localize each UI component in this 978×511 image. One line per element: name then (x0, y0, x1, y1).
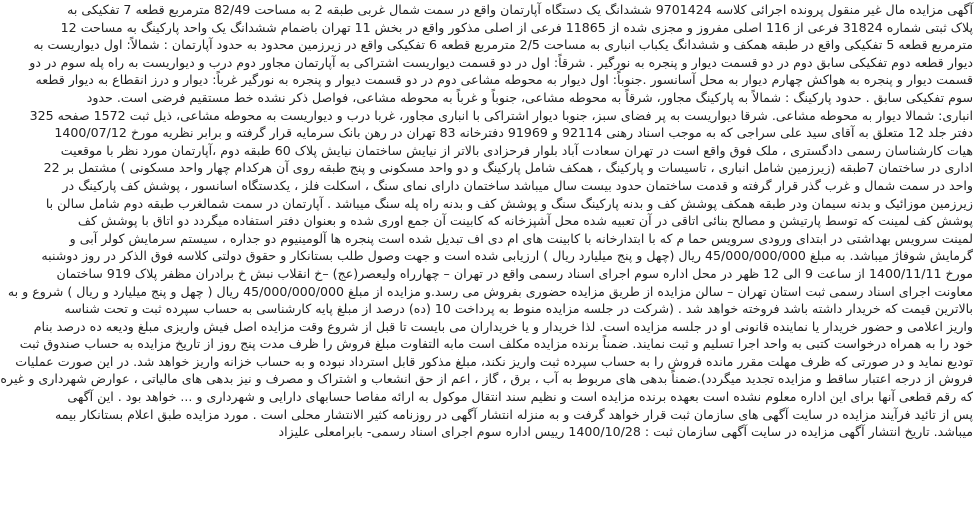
notice-line: سوم تفکیکی سابق . حدود پارکینگ : شمالاً به پارکینگ مجاور، شرقاً به محوطه مشاعی، جنوباً و غرباً به محوطه مشاعی، فواصل ذکر نشده خط مستقیم فرضی است. حدود (86, 89, 973, 105)
notice-line: واریز اعلامی و حضور خریدار یا نماینده قانونی او در جلسه مزایده است. لذا خریدار و یا خریداران می بایست تا قبل از شروع وقت مزایده اصل فیش واریزی مبلغ ودیعه ده درصد بنام (33, 318, 973, 334)
notice-line: پلاک ثبتی شماره 31824 فرعی از 116 اصلی مفروز و مجزی شده از 11865 فرعی از اصلی مذکور واقع در بخش 11 تهران باضمام ششدانگ یک واحد پارکینگ به مساحت 12 (60, 19, 973, 35)
notice-line: لمینت سرویس بهداشتی در ابتدای ورودی سرویس حما م که با ابتدارخانه با کابینت های ام دی اف تبدیل شده است پنجره ها آلومینیوم دو جداره ، سیستم سرمایش کولر آبی و (69, 230, 973, 246)
notice-line: بالاترین قیمت که خریدار داشته باشد فروخته خواهد شد . (شرکت در جلسه مزایده منوط به پرداخت 10 (ده) درصد از مبلغ پایه کارشناسی به حساب سپرده ثبت و تحت شناسه (64, 301, 973, 317)
notice-line: دیوار قطعه دوم تفکیکی سابق دوم در دو قسمت دیوار و پنجره به نورگیر . شرقاً: اول در دو قسمت دیواریست اشتراکی به آپارتمان مجاور دوم درب و دیواریست به راه پله سوم در دو (29, 54, 973, 70)
notice-line: پوشش کف لمینت که توسط پارتیشن و مصالح بنائی اتاقی در آن تعبیه شده محل آشپزخانه که کابینت آن جمع اوری شده و بعنوان دفتر استفاده میگردد دو اتاق با پوشش کف (77, 213, 973, 229)
notice-line: اداری در ساختمان 7طبقه (زیرزمین شامل انباری ، تاسیسات و پارکینگ ، همکف شامل پارکینگ و دو واحد مسکونی و پنج طبقه روی آن هرکدام چهار واحد مسکونی ) مشتمل بر 22 (43, 160, 973, 176)
notice-line: پس از تائید فرآیند مزایده در سایت آگهی های سازمان ثبت قرار خواهد گرفت و به منزله انتشار آگهی در روزنامه کثیر الانتشار محلی است . مورد مزایده طبق اعلام بستانکار بیمه (55, 406, 973, 422)
notice-line: مورخ 1400/11/11 از ساعت 9 الی 12 ظهر در محل اداره سوم اجرای اسناد رسمی واقع در تهران – چهارراه ولیعصر(عج) –خ انقلاب نبش خ برادران مظفر پلاک 919 ساختمان (56, 265, 973, 281)
notice-line: که رقم قطعی آنها برای این اداره معلوم نشده است بعهده برنده مزایده است و نظیم سند انتقال موکول به ارائه مفاصا حسابهای دارایی و شهرداری و ... خواهد بود . این آگهی (67, 389, 973, 405)
notice-line: فروش از درجه اعتبار ساقط و مزایده تجدید میگردد).ضمناً بدهی های مربوط به آب ، برق ، گاز ، اعم از حق انشعاب و اشتراک و مصرف و نیز بدهی های مالیاتی ، عوارض شهرداری و غیره (0, 371, 973, 387)
notice-line: واحد در سمت شمال و غرب گذر قرار گرفته و قدمت ساختمان حدود بیست سال میباشد ساختمان دارای نمای سنگ ، اسکلت فلز ، یکدستگاه اسانسور ، پوشش کف پارکینگ در (62, 177, 973, 193)
notice-line: انباری: شمالا دیوار به محوطه مشاعی. شرقا دیواریست به پر فضای سبز، جنوبا دیوار اشتراکی با انباری مجاور، غربا درب و دیواریست به محوطه مشاعی، ذیل ثبت 1572 صفحه 325 (29, 107, 973, 123)
notice-line: زیرزمین موزائیک و بدنه سیمان ودر طبقه همکف پوشش کف و بدنه پارکینگ سنگ و پوشش کف و بدنه راه پله سنگ میباشد . آپارتمان در سمت شمالغرب طبقه دوم شامل سالن با (45, 195, 973, 211)
notice-line: خود را به همراه درخواست کتبی به واحد اجرا تسلیم و ثبت نمایند. ضمناً برنده مزایده مکلف است مابه التفاوت مبلغ فروش را ظرف مدت پنج روز از تاریخ مزایده به حساب صندوق ثبت (19, 336, 973, 352)
notice-line: میباشد. تاریخ انتشار آگهی مزایده در سایت آگهی سازمان ثبت : 1400/10/28 رییس اداره سوم اجرای اسناد رسمی- بابرامعلی علیزاد (278, 424, 973, 440)
notice-line: دفتر جلد 12 متعلق به آقای سید علی سراجی که به موجب اسناد رهنی 92114 و 91969 دفترخانه 83 تهران در رهن بانک سرمایه قرار گرفته و برابر نظریه مورخ 1400/07/12 (54, 125, 973, 141)
notice-line: آگهی مزایده مال غیر منقول پرونده اجرائی کلاسه 9701424 ششدانگ یک دستگاه آپارتمان واقع در سمت شمال غربی طبقه 2 به مساحت 82/49 مترمربع قطعه 7 تفکیکی به (67, 2, 973, 17)
notice-line: قسمت دیوار و پنجره به هواکش چهارم دیوار به محل آسانسور .جنوباً: اول دیوار به محوطه مشاعی دوم در دو قسمت دیوار و پنجره به نورگیر غرباً: دیوار و درز انقطاع به دیوار قطعه (35, 72, 973, 88)
notice-line: تودیع نماید و در صورتی که ظرف مهلت مقرر مانده فروش را به حساب سپرده ثبت واریز نکند، مبلغ مذکور قابل استرداد نبوده و به حساب خزانه واریز خواهد شد. در این صورت عملیات (15, 353, 973, 369)
notice-line: معاونت اجرای اسناد رسمی ثبت استان تهران – سالن مزایده از طریق مزایده حضوری بفروش می رسد.و مزایده از مبلغ 45/000/000/000 ریال ( چهل و پنج میلیارد و ریال ) شروع و به (7, 283, 973, 299)
notice-line: گرمایش شوفاژ میباشد. به مبلغ 45/000/000/000 ریال (چهل و پنج میلیارد ریال ) ارزیابی شده است و جهت وصول طلب بستانکار و حقوق دولتی کلاسه فوق الذکر در روز دوشنبه (41, 248, 973, 264)
notice-line: مترمربع قطعه 5 تفکیکی واقع در طبقه همکف و ششدانگ یکباب انباری به مساحت 2/5 مترمربع قطعه 6 تفکیکی واقع در زیرزمین محدود به حدود آپارتمان : شمالاً: اول دیواریست به (33, 37, 973, 53)
notice-line: هیات کارشناسان رسمی دادگستری ، ملک فوق واقع است در تهران سعادت آباد بلوار فرحزادی بالاتر از نیایش ساختمان نیایش پلاک 60 طبقه دوم ،آپارتمان مورد نظر با موقعیت (60, 142, 973, 158)
